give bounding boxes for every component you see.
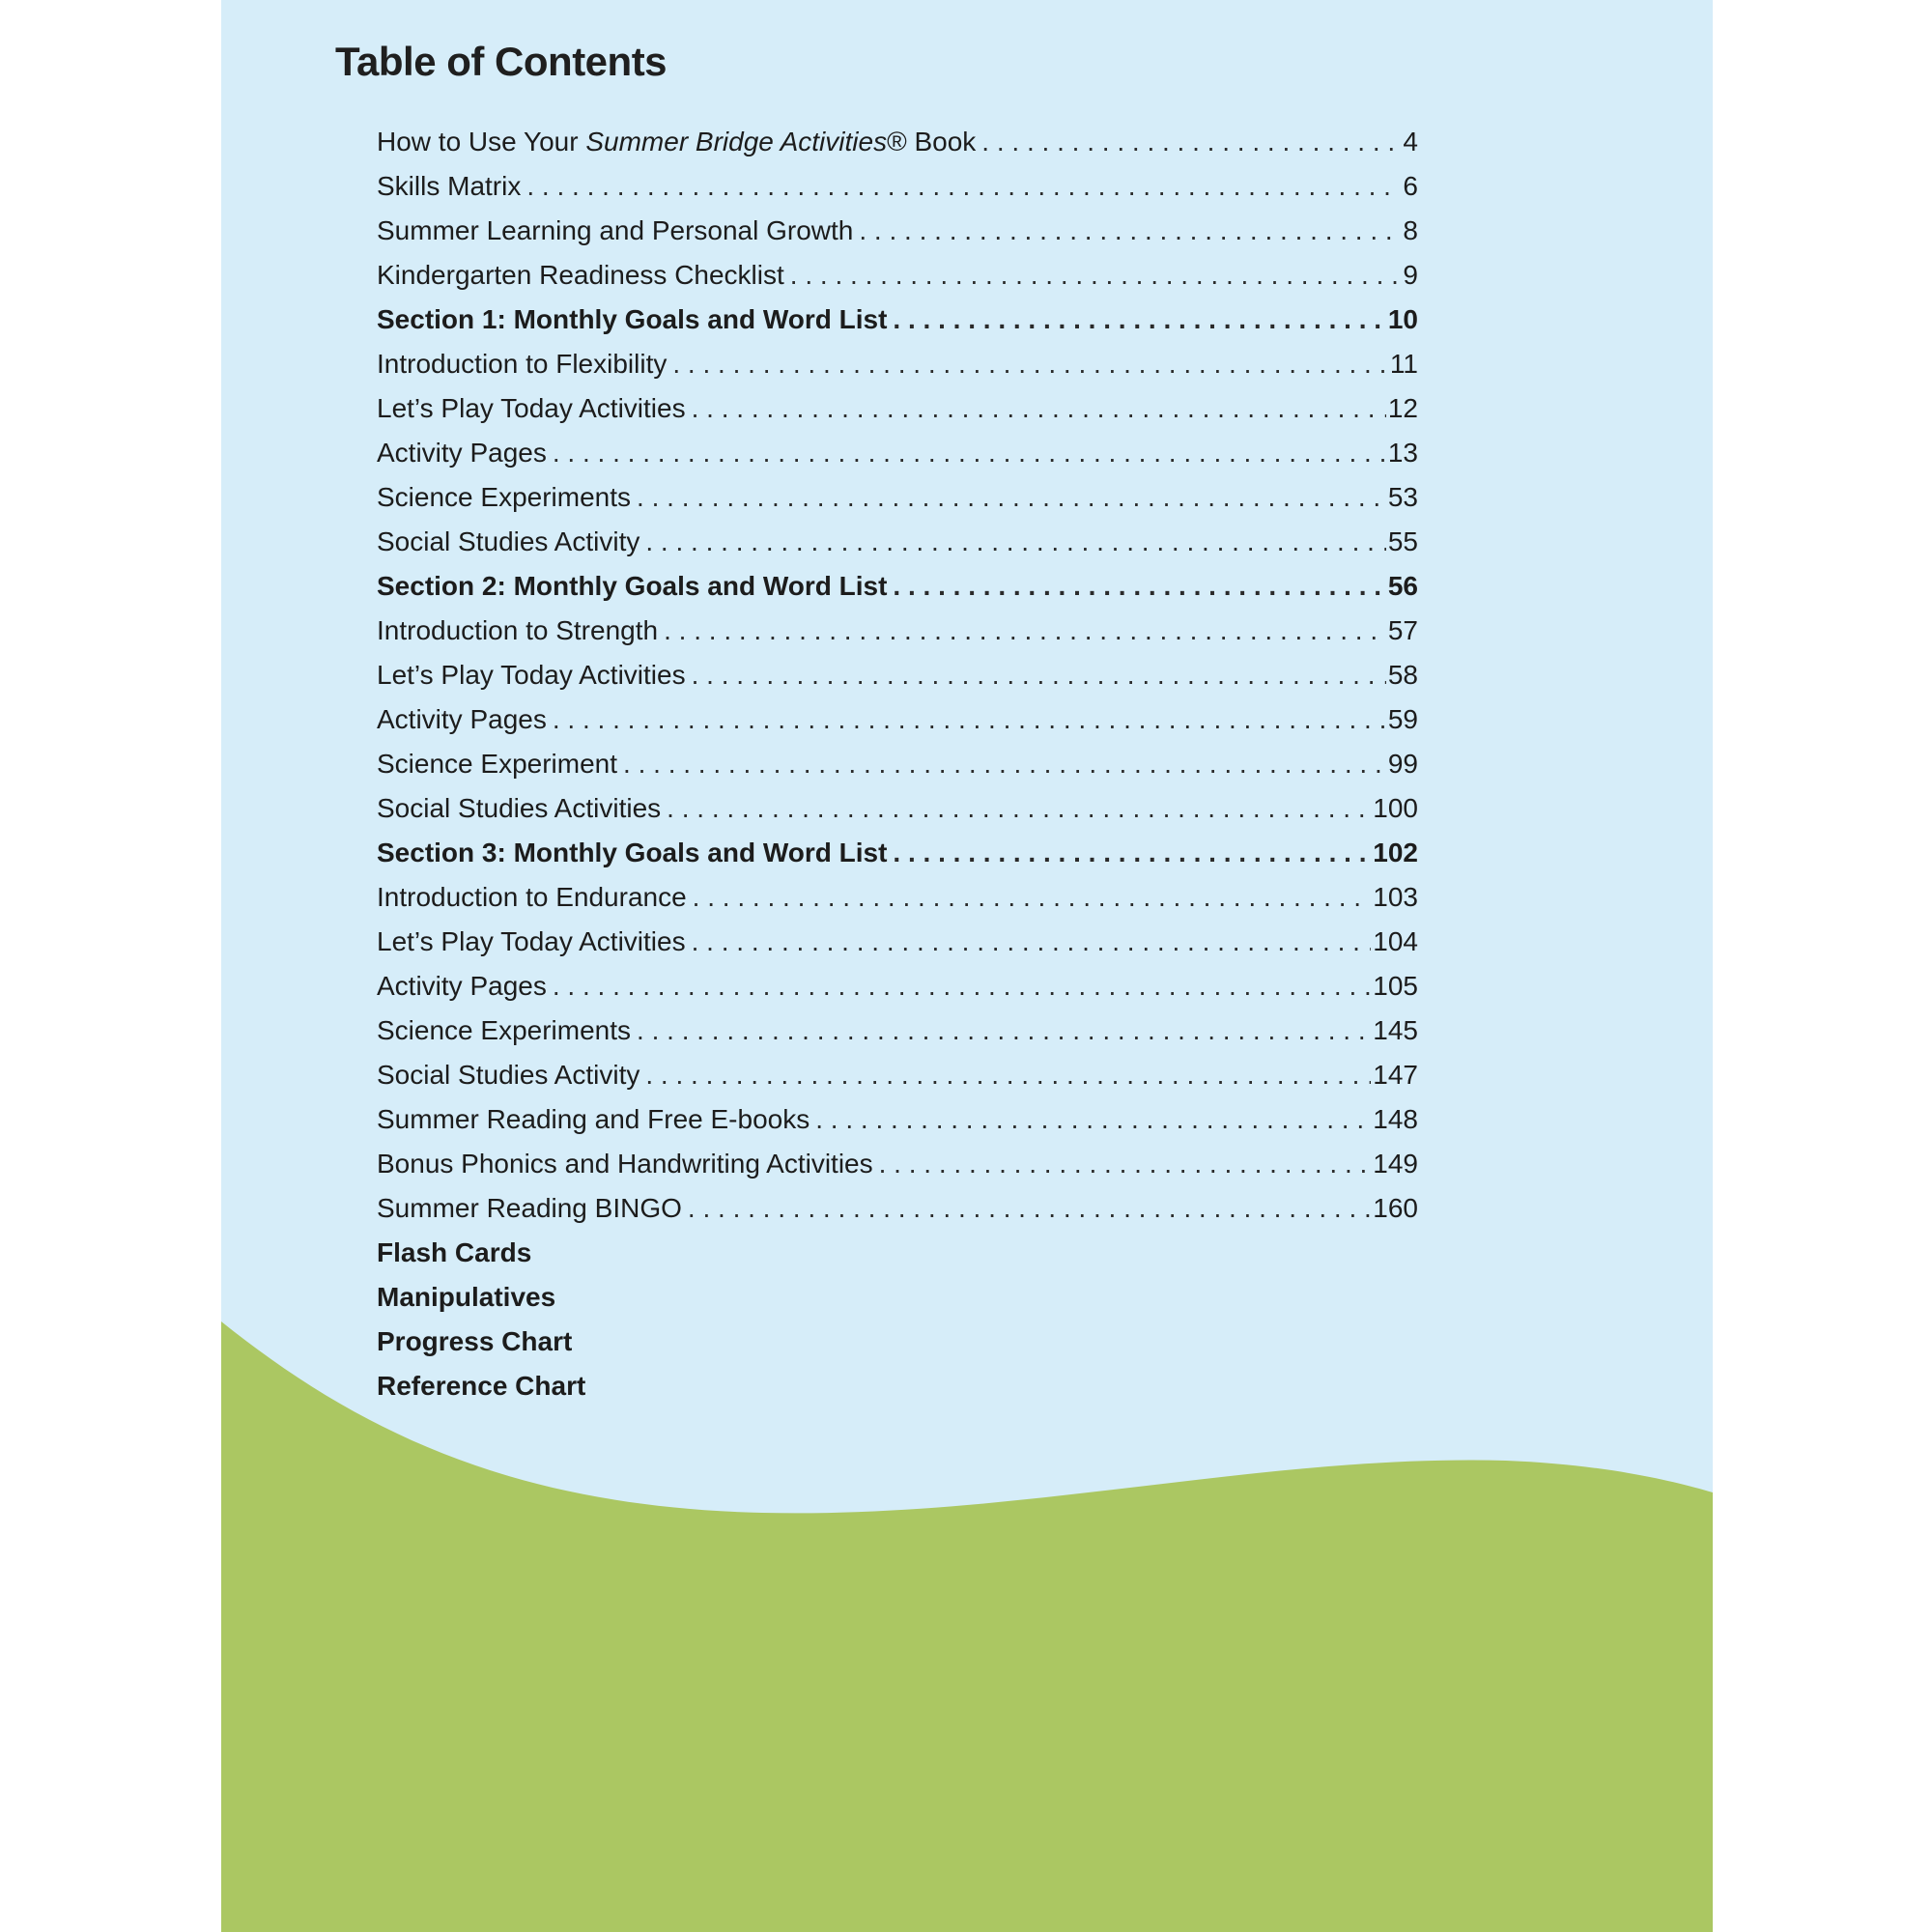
- toc-dot-leader: [645, 1053, 1371, 1097]
- toc-entry-label: [377, 1053, 639, 1097]
- toc-entry-label-text: Social Studies Activity: [377, 526, 640, 556]
- toc-page-number: 11: [1389, 349, 1418, 379]
- toc-entry: [377, 1009, 1418, 1053]
- toc-entry-label: [377, 564, 887, 609]
- toc-entry-label-suffix: ® Book: [887, 127, 977, 156]
- toc-entry: [377, 1053, 1418, 1097]
- page-title: Table of Contents: [335, 39, 668, 84]
- toc-entry: [377, 1142, 1418, 1186]
- toc-page-number: 6: [1403, 171, 1418, 201]
- toc-page-number: 145: [1373, 1015, 1418, 1045]
- toc-dot-leader: [645, 520, 1386, 564]
- toc-entry-label: [377, 786, 661, 831]
- toc-entry: [377, 1364, 1418, 1408]
- toc-dot-leader: [553, 697, 1386, 742]
- toc-dot-leader: [879, 1142, 1372, 1186]
- toc-dot-leader: [667, 786, 1371, 831]
- toc-entry: [377, 386, 1418, 431]
- toc-dot-leader: [637, 475, 1386, 520]
- toc-entry-label: [377, 875, 687, 920]
- toc-entry-label-text: Kindergarten Readiness Checklist: [377, 260, 784, 290]
- toc-entry-label-text: Introduction to Endurance: [377, 882, 687, 912]
- toc-entry-label-text: Science Experiments: [377, 482, 632, 512]
- toc-entry-label: [377, 1364, 585, 1408]
- toc-entry-label: [377, 920, 686, 964]
- toc-page-number: 149: [1373, 1149, 1418, 1179]
- toc-entry-label: [377, 253, 784, 298]
- toc-dot-leader: [692, 653, 1386, 697]
- toc-entry: [377, 964, 1418, 1009]
- toc-entry-label-text: Skills Matrix: [377, 171, 522, 201]
- book-page: [221, 0, 1713, 1932]
- toc-entry: [377, 1275, 1418, 1320]
- toc-page-number: 100: [1373, 793, 1418, 823]
- toc-entry-label: [377, 1186, 682, 1231]
- toc-entry-label-text: Activity Pages: [377, 704, 547, 734]
- toc-entry: [377, 298, 1418, 342]
- toc-entry: [377, 564, 1418, 609]
- toc-dot-leader: [664, 609, 1386, 653]
- toc-entry: [377, 920, 1418, 964]
- toc-entry-label: [377, 386, 686, 431]
- toc-entry-label-text: Manipulatives: [377, 1282, 556, 1312]
- toc-dot-leader: [623, 742, 1386, 786]
- table-of-contents: [377, 120, 1418, 1408]
- toc-entry-label: [377, 964, 547, 1009]
- toc-entry: [377, 831, 1418, 875]
- toc-dot-leader: [526, 164, 1401, 209]
- toc-dot-leader: [893, 298, 1385, 342]
- toc-entry-label: [377, 431, 547, 475]
- toc-entry: [377, 697, 1418, 742]
- toc-dot-leader: [692, 386, 1386, 431]
- toc-entry: [377, 875, 1418, 920]
- toc-entry: [377, 520, 1418, 564]
- toc-entry-label-text: Let’s Play Today Activities: [377, 926, 686, 956]
- toc-page-number: 147: [1373, 1060, 1418, 1090]
- toc-entry-label: [377, 742, 617, 786]
- toc-entry-label-text: Reference Chart: [377, 1371, 586, 1401]
- toc-page-number: 104: [1373, 926, 1418, 956]
- toc-entry: [377, 164, 1418, 209]
- toc-entry-label: [377, 475, 631, 520]
- toc-entry: [377, 742, 1418, 786]
- toc-entry-label: [377, 1009, 631, 1053]
- toc-page-number: 160: [1373, 1193, 1418, 1223]
- toc-dot-leader: [859, 209, 1401, 253]
- toc-entry-label-text: Bonus Phonics and Handwriting Activities: [377, 1149, 873, 1179]
- toc-entry-label: [377, 831, 887, 875]
- toc-dot-leader: [693, 875, 1372, 920]
- toc-page-number: 102: [1373, 838, 1418, 867]
- green-wave-shape: [221, 1321, 1713, 1932]
- toc-entry-label-text: How to Use Your: [377, 127, 586, 156]
- toc-entry: [377, 431, 1418, 475]
- toc-page-number: 59: [1387, 704, 1418, 734]
- toc-entry-label: [377, 653, 686, 697]
- toc-entry-label-text: Science Experiments: [377, 1015, 632, 1045]
- toc-dot-leader: [672, 342, 1388, 386]
- toc-page-number: 99: [1387, 749, 1418, 779]
- toc-page-number: 9: [1403, 260, 1418, 290]
- toc-dot-leader: [553, 964, 1371, 1009]
- toc-entry: [377, 1231, 1418, 1275]
- toc-entry-label-text: Let’s Play Today Activities: [377, 660, 686, 690]
- toc-entry-label: [377, 697, 547, 742]
- toc-dot-leader: [893, 831, 1371, 875]
- toc-page-number: 105: [1373, 971, 1418, 1001]
- toc-entry: [377, 1186, 1418, 1231]
- toc-page-number: 103: [1373, 882, 1418, 912]
- toc-entry-book-title: Summer Bridge Activities: [585, 127, 888, 156]
- toc-entry-label: [377, 120, 976, 164]
- toc-entry-label-text: Introduction to Strength: [377, 615, 659, 645]
- toc-entry-label: [377, 298, 887, 342]
- toc-entry: [377, 1097, 1418, 1142]
- toc-entry-label: [377, 209, 853, 253]
- toc-entry-label: [377, 164, 521, 209]
- toc-entry-label-text: Science Experiment: [377, 749, 618, 779]
- toc-dot-leader: [981, 120, 1401, 164]
- toc-entry-label-text: Summer Reading and Free E-books: [377, 1104, 810, 1134]
- toc-page-number: 13: [1387, 438, 1418, 468]
- toc-entry: [377, 609, 1418, 653]
- toc-dot-leader: [688, 1186, 1371, 1231]
- toc-page-number: 10: [1387, 304, 1418, 334]
- toc-entry: [377, 475, 1418, 520]
- toc-page-number: 148: [1373, 1104, 1418, 1134]
- toc-entry-label-text: Let’s Play Today Activities: [377, 393, 686, 423]
- toc-entry-label-text: Progress Chart: [377, 1326, 573, 1356]
- toc-entry: [377, 1320, 1418, 1364]
- toc-entry-label-text: Activity Pages: [377, 438, 547, 468]
- toc-page-number: 57: [1387, 615, 1418, 645]
- toc-entry-label: [377, 1142, 873, 1186]
- toc-entry: [377, 120, 1418, 164]
- toc-page-number: 8: [1403, 215, 1418, 245]
- toc-entry-label-text: Summer Learning and Personal Growth: [377, 215, 854, 245]
- toc-entry-label-text: Activity Pages: [377, 971, 547, 1001]
- toc-entry-label-text: Summer Reading BINGO: [377, 1193, 682, 1223]
- toc-entry-label: [377, 609, 658, 653]
- toc-page-number: 56: [1387, 571, 1418, 601]
- toc-entry-label-text: Section 1: Monthly Goals and Word List: [377, 304, 888, 334]
- toc-page-number: 12: [1387, 393, 1418, 423]
- toc-entry-label-text: Introduction to Flexibility: [377, 349, 668, 379]
- toc-entry-label: [377, 520, 639, 564]
- toc-page-number: 58: [1387, 660, 1418, 690]
- toc-dot-leader: [692, 920, 1372, 964]
- toc-dot-leader: [790, 253, 1402, 298]
- toc-entry-label: [377, 342, 667, 386]
- toc-entry: [377, 209, 1418, 253]
- toc-dot-leader: [553, 431, 1386, 475]
- toc-entry-label: [377, 1231, 531, 1275]
- toc-page-number: 55: [1387, 526, 1418, 556]
- toc-dot-leader: [637, 1009, 1371, 1053]
- toc-entry-label-text: Flash Cards: [377, 1237, 532, 1267]
- toc-entry: [377, 786, 1418, 831]
- toc-dot-leader: [893, 564, 1385, 609]
- toc-entry: [377, 253, 1418, 298]
- toc-entry: [377, 342, 1418, 386]
- toc-entry-label-text: Social Studies Activity: [377, 1060, 640, 1090]
- toc-entry-label: [377, 1097, 810, 1142]
- toc-entry-label-text: Social Studies Activities: [377, 793, 662, 823]
- toc-entry-label: [377, 1275, 555, 1320]
- toc-page-number: 4: [1403, 127, 1418, 156]
- toc-entry: [377, 653, 1418, 697]
- toc-page-number: 53: [1387, 482, 1418, 512]
- toc-entry-label-text: Section 2: Monthly Goals and Word List: [377, 571, 888, 601]
- toc-entry-label-text: Section 3: Monthly Goals and Word List: [377, 838, 888, 867]
- toc-dot-leader: [815, 1097, 1371, 1142]
- toc-entry-label: [377, 1320, 572, 1364]
